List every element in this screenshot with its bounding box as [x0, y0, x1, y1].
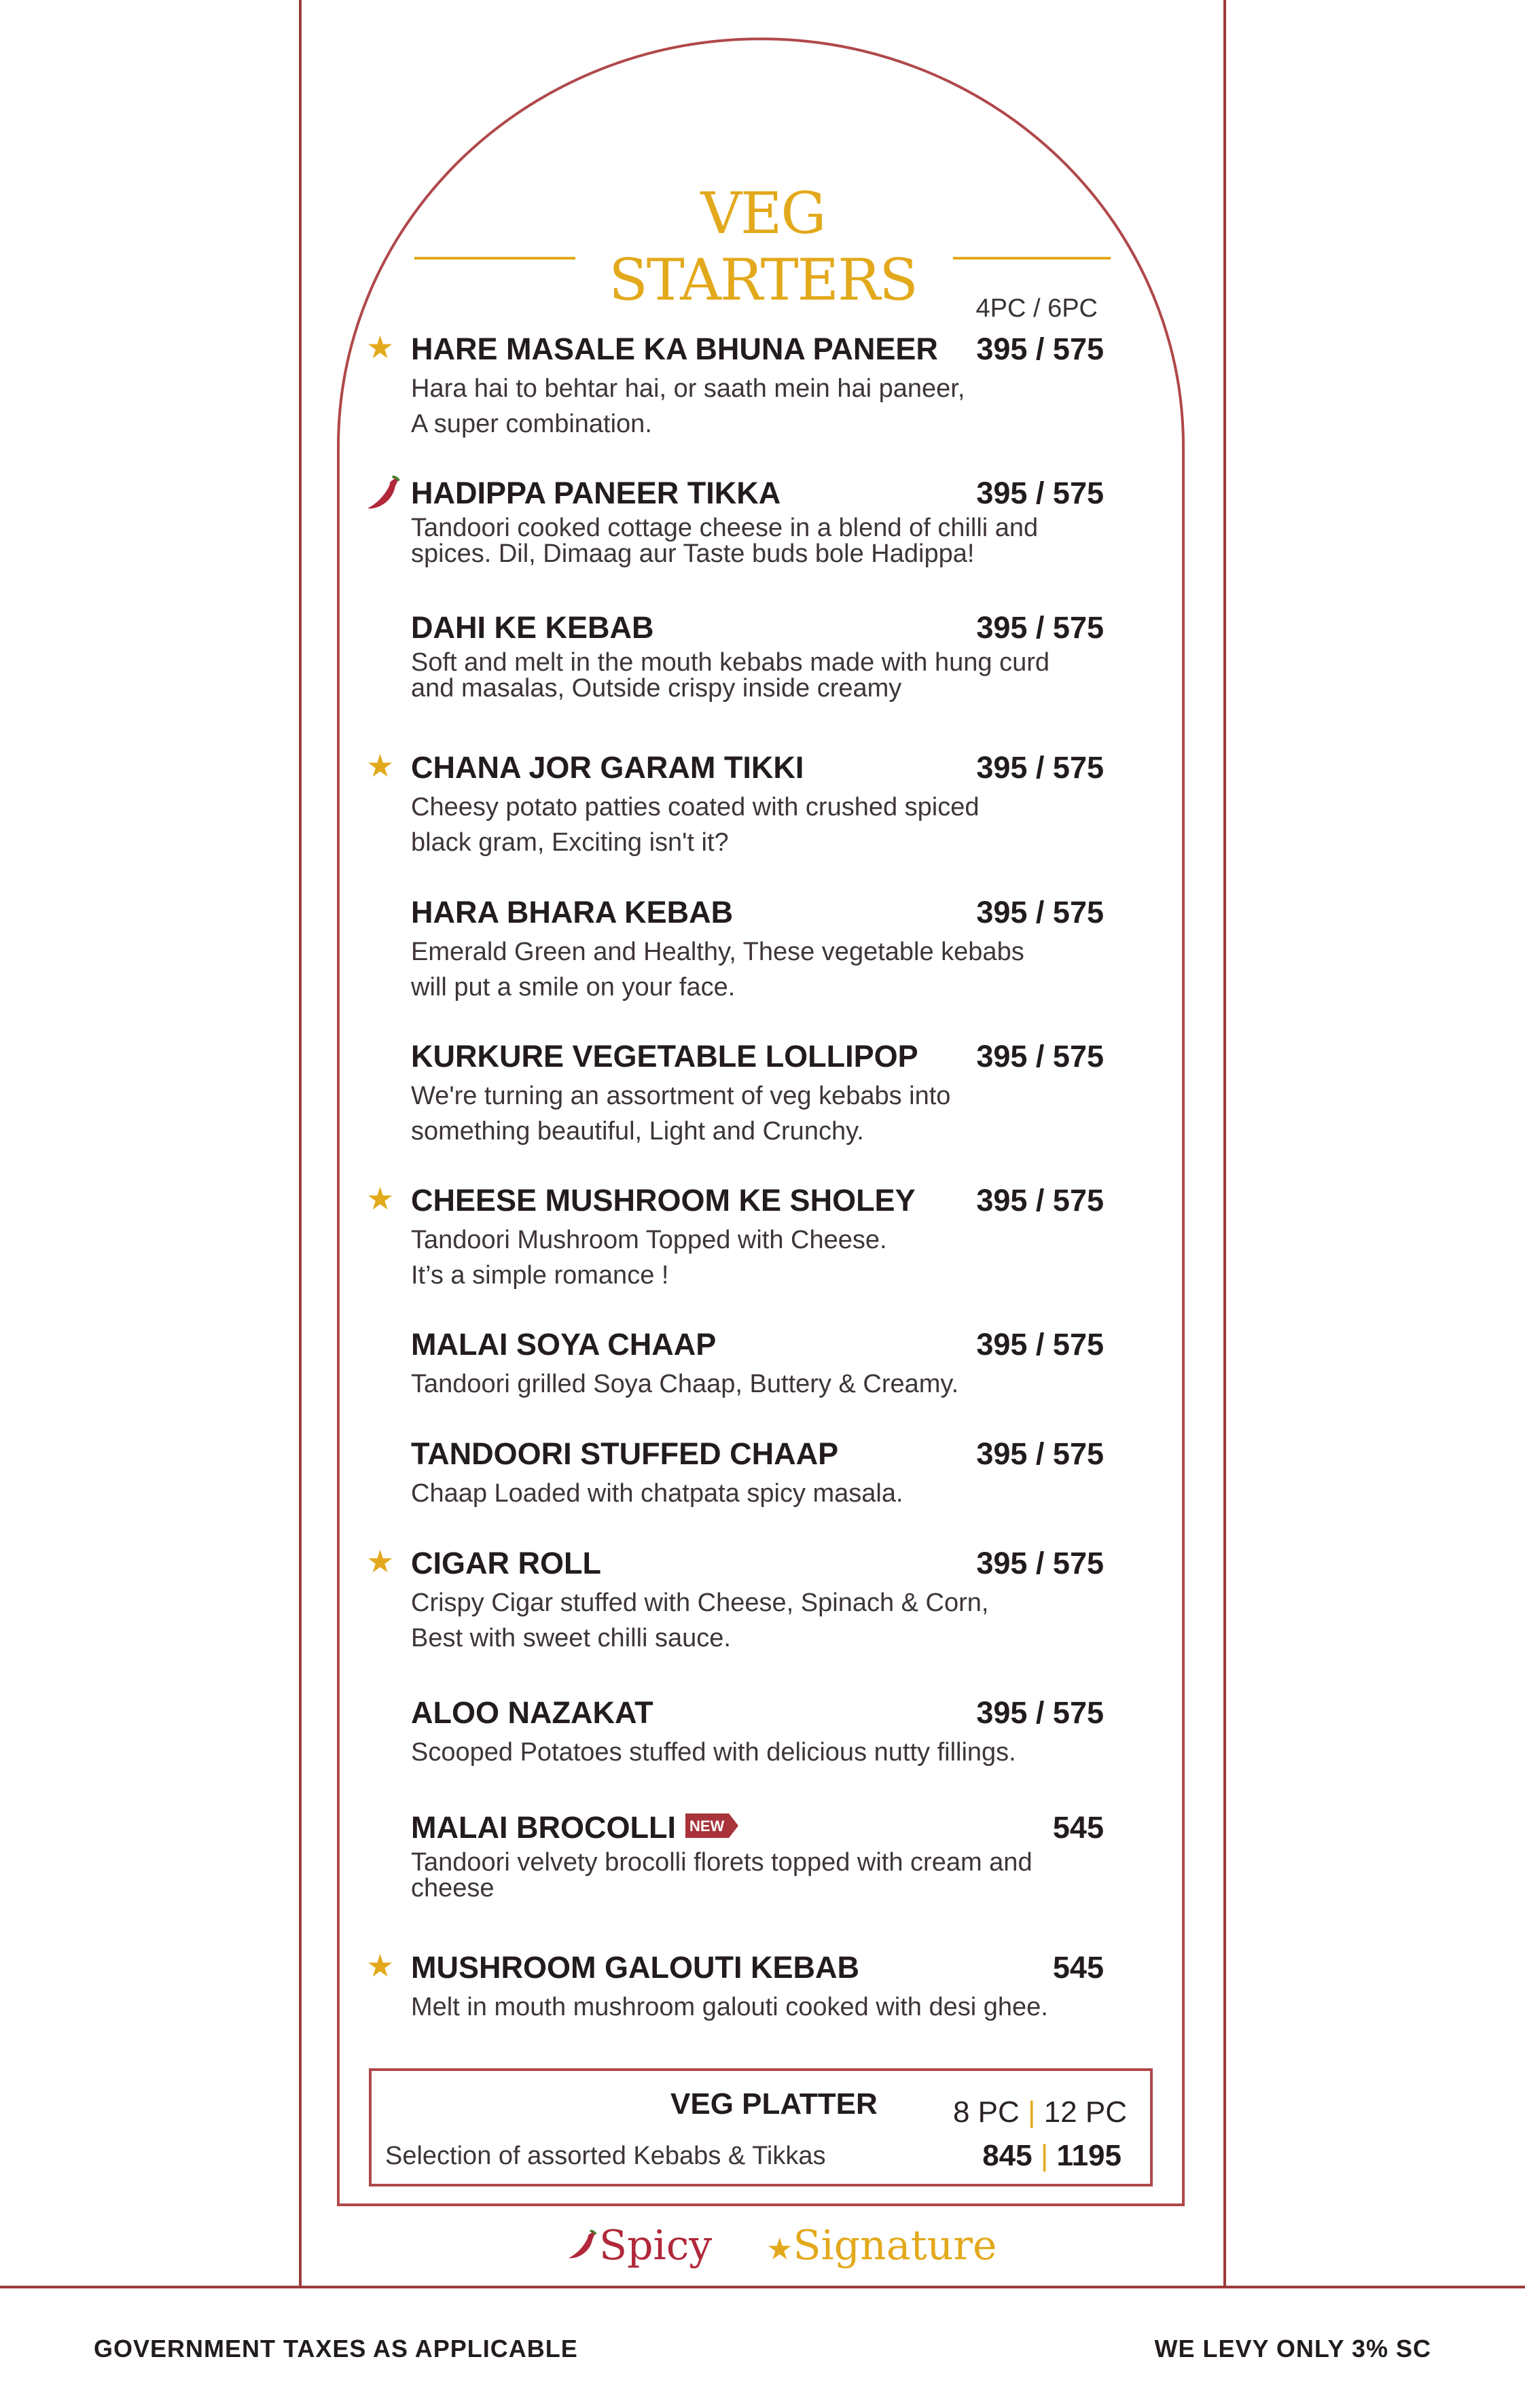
- item-price: 545: [1052, 1810, 1104, 1845]
- item-description: [411, 934, 1104, 1005]
- item-name: [411, 1810, 738, 1845]
- item-price: 395 / 575: [976, 1183, 1104, 1218]
- star-icon: ★: [366, 330, 395, 365]
- legend-signature-label: Signature: [793, 2222, 997, 2269]
- platter-price-a: 845: [982, 2139, 1033, 2172]
- item-description-line: Best with sweet chilli sauce.: [411, 1624, 731, 1652]
- title-underline-left: [414, 257, 575, 260]
- item-price: 395 / 575: [976, 332, 1104, 366]
- item-description-line: Cheesy potato patties coated with crushed spiced: [411, 793, 980, 821]
- item-description-line: Crispy Cigar stuffed with Cheese, Spinach & Corn,: [411, 1589, 989, 1617]
- footer-divider: [0, 2286, 1525, 2288]
- item-description: [411, 1585, 1104, 1656]
- footer-service-charge-note: WE LEVY ONLY 3% SC: [1154, 2335, 1431, 2362]
- menu-item: [366, 1948, 1104, 2025]
- item-description: [411, 650, 1104, 701]
- menu-item: [366, 1181, 1104, 1293]
- item-price: 395 / 575: [976, 1039, 1104, 1074]
- platter-prices: [982, 2139, 1122, 2173]
- item-description: [411, 1078, 1104, 1149]
- item-description-line: cheese: [411, 1874, 495, 1902]
- item-name: ALOO NAZAKAT: [411, 1695, 653, 1730]
- star-icon: ★: [366, 1948, 395, 1983]
- legend-spicy-label: Spicy: [599, 2222, 713, 2269]
- item-description: [411, 790, 1104, 860]
- menu-item: [411, 1695, 1104, 1770]
- item-description-line: Tandoori grilled Soya Chaap, Buttery & Creamy.: [411, 1370, 959, 1398]
- item-description-line: Scooped Potatoes stuffed with delicious nutty fillings.: [411, 1738, 1016, 1767]
- item-description: [411, 1989, 1104, 2025]
- item-price: 395 / 575: [976, 610, 1104, 645]
- item-description-line: Emerald Green and Healthy, These vegetable kebabs: [411, 938, 1024, 966]
- chili-icon: [565, 2227, 599, 2265]
- item-name: DAHI KE KEBAB: [411, 610, 654, 645]
- menu-item: [411, 610, 1104, 701]
- platter-title: VEG PLATTER: [670, 2087, 878, 2121]
- veg-platter-box: [369, 2068, 1153, 2186]
- item-name-text: MALAI BROCOLLI: [411, 1810, 676, 1845]
- item-description-line: black gram, Exciting isn't it?: [411, 828, 729, 857]
- star-icon: ★: [366, 1181, 395, 1216]
- item-price: 395 / 575: [976, 1546, 1104, 1580]
- item-description-line: Melt in mouth mushroom galouti cooked with desi ghee.: [411, 1993, 1048, 2021]
- item-price: 395 / 575: [976, 750, 1104, 785]
- item-description-line: spices. Dil, Dimaag aur Taste buds bole Hadippa!: [411, 539, 975, 568]
- title-underline-right: [953, 257, 1111, 260]
- item-description-line: Tandoori velvety brocolli florets topped with cream and: [411, 1848, 1033, 1877]
- menu-item: [411, 1039, 1104, 1149]
- item-description: [411, 515, 1104, 567]
- item-price: 395 / 575: [976, 1436, 1104, 1471]
- item-description-line: We're turning an assortment of veg kebabs into: [411, 1082, 951, 1110]
- menu-item: [411, 895, 1104, 1005]
- item-price: 395 / 575: [976, 1327, 1104, 1362]
- platter-price-b: 1195: [1056, 2139, 1122, 2172]
- new-badge: [685, 1813, 738, 1838]
- item-name: CIGAR ROLL: [411, 1546, 601, 1580]
- legend-spicy: [565, 2222, 712, 2269]
- item-description-line: A super combination.: [411, 410, 652, 438]
- item-name: CHEESE MUSHROOM KE SHOLEY: [411, 1183, 916, 1218]
- platter-portion-a: 8 PC: [952, 2095, 1020, 2129]
- platter-divider: |: [1028, 2095, 1036, 2129]
- item-description-line: Tandoori Mushroom Topped with Cheese.: [411, 1226, 887, 1254]
- legend-signature: [766, 2222, 997, 2269]
- item-price: 395 / 575: [976, 895, 1104, 929]
- item-description-line: Tandoori cooked cottage cheese in a blend of chilli and: [411, 514, 1039, 542]
- item-price: 395 / 575: [976, 1695, 1104, 1730]
- menu-item: [366, 330, 1104, 442]
- item-description-line: Hara hai to behtar hai, or saath mein hai paneer,: [411, 374, 965, 403]
- item-description-line: something beautiful, Light and Crunchy.: [411, 1117, 864, 1146]
- chili-icon: [363, 474, 403, 514]
- item-name: TANDOORI STUFFED CHAAP: [411, 1436, 839, 1471]
- item-description: [411, 1735, 1104, 1770]
- item-price: 395 / 575: [976, 476, 1104, 510]
- menu-item: [411, 476, 1104, 567]
- menu-item: [366, 748, 1104, 860]
- item-description-line: It’s a simple romance !: [411, 1261, 669, 1290]
- section-title: VEG STARTERS: [609, 180, 917, 313]
- item-description: [411, 1476, 1104, 1511]
- item-name: HADIPPA PANEER TIKKA: [411, 476, 781, 510]
- footer-tax-note: GOVERNMENT TAXES AS APPLICABLE: [94, 2335, 578, 2362]
- menu-item: [366, 1544, 1104, 1656]
- item-name: HARE MASALE KA BHUNA PANEER: [411, 332, 938, 366]
- item-name: MUSHROOM GALOUTI KEBAB: [411, 1950, 859, 1985]
- platter-portion-b: 12 PC: [1043, 2095, 1127, 2129]
- item-name: CHANA JOR GARAM TIKKI: [411, 750, 804, 785]
- star-icon: ★: [366, 1544, 395, 1579]
- item-description-line: and masalas, Outside crispy inside creamy: [411, 674, 902, 703]
- item-name: KURKURE VEGETABLE LOLLIPOP: [411, 1039, 918, 1074]
- menu-item: [411, 1810, 1104, 1901]
- item-name: HARA BHARA KEBAB: [411, 895, 734, 929]
- star-icon: ★: [366, 748, 395, 783]
- menu-item: [411, 1327, 1104, 1402]
- portion-header: 4PC / 6PC: [975, 294, 1098, 323]
- platter-portions: [953, 2095, 1127, 2129]
- item-description-line: will put a smile on your face.: [411, 973, 736, 1002]
- item-description: [411, 371, 1104, 442]
- new-badge-label: NEW: [689, 1818, 725, 1835]
- item-description-line: Chaap Loaded with chatpata spicy masala.: [411, 1479, 903, 1508]
- item-description: [411, 1366, 1104, 1402]
- menu-item: [411, 1436, 1104, 1511]
- platter-divider: |: [1040, 2139, 1049, 2172]
- item-description-line: Soft and melt in the mouth kebabs made with hung curd: [411, 648, 1049, 677]
- star-icon: ★: [766, 2232, 793, 2267]
- item-price: 545: [1052, 1950, 1104, 1985]
- platter-description: Selection of assorted Kebabs & Tikkas: [385, 2142, 826, 2170]
- item-name: MALAI SOYA CHAAP: [411, 1327, 717, 1362]
- item-description: [411, 1222, 1104, 1293]
- item-description: [411, 1849, 1104, 1901]
